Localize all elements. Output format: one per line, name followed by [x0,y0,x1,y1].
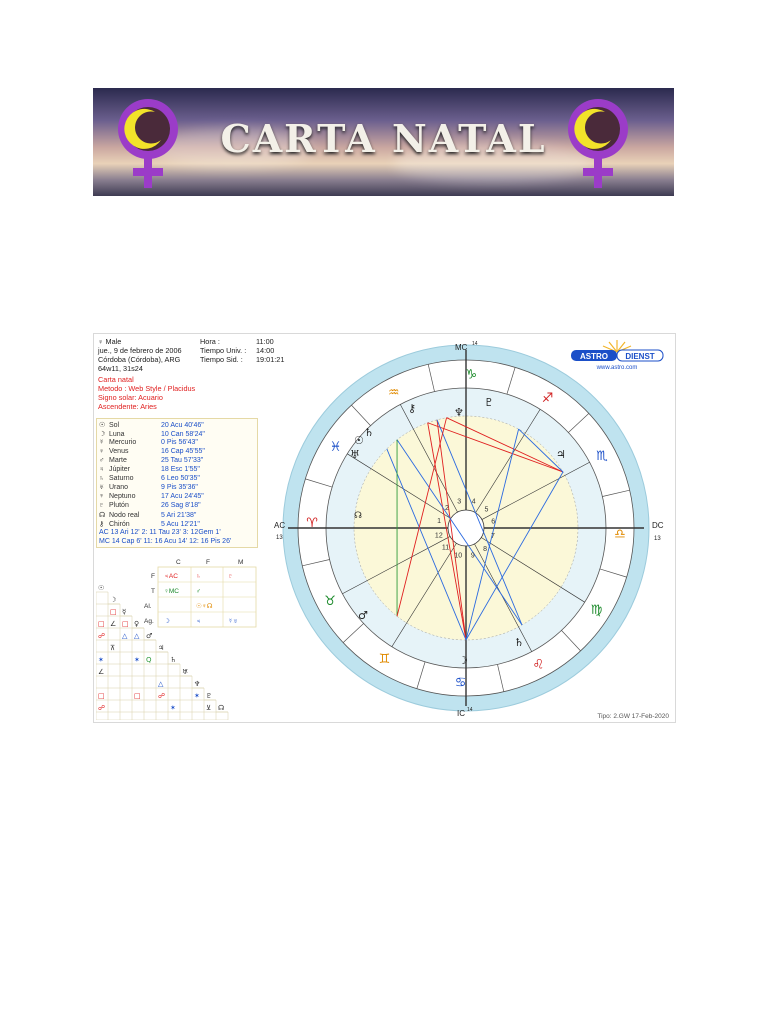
node-icon: ☊ [99,512,106,519]
element-cell: ♄ [196,573,201,580]
logo-text-right: DIENST [625,352,655,361]
semisextile-aspect-icon: ⊻ [206,704,212,712]
node-icon: ☊ [218,704,225,712]
element-row-label: Ag. [144,618,154,625]
planet-name: Marte [109,457,127,464]
person-name: Male [105,337,122,346]
chart-footer: Tipo: 2.GW 17-Feb-2020 [597,713,669,720]
node-icon: ☊ [354,511,362,521]
dc-degree: 13 [654,536,661,542]
semisquare-aspect-icon: ∠ [98,668,105,676]
element-cell: ♂ [196,588,201,595]
element-row-label: T [151,588,155,595]
astrodienst-logo [569,338,665,372]
planet-position: 0 Pis 56'43" [161,439,198,446]
planet-name: Neptuno [109,493,136,500]
sun-icon: ☉ [99,422,106,429]
planet-name: Venus [109,448,129,455]
planet-row [99,475,200,484]
square-aspect-icon: □ [110,608,117,616]
venus-icon: ♀ [99,448,105,455]
leo-sign-icon: ♌ [532,657,545,673]
element-cell: ☿♅ [228,618,238,625]
jupiter-icon: ♃ [99,466,105,473]
planet-row [99,520,200,529]
planet-position: 17 Acu 24'45" [161,493,204,500]
sagittarius-sign-icon: ♐ [541,390,554,406]
natal-chart [93,333,676,723]
trine-aspect-icon: △ [122,632,128,640]
house-number: 5 [484,506,489,514]
house-number: 6 [491,518,496,526]
sextile-aspect-icon: ✶ [170,704,176,712]
taurus-sign-icon: ♉ [324,593,336,609]
house-number: 10 [454,552,463,560]
trine-aspect-icon: △ [158,680,164,688]
sun-sign: Signo solar: Acuario [98,393,163,402]
mercury-icon: ☿ [99,439,105,446]
mc-label: MC [455,343,468,352]
opposition-aspect-icon: ☍ [98,704,106,712]
planet-position: 26 Sag 8'18" [161,502,201,509]
planet-name: Mercurio [109,439,137,446]
planet-position: 6 Leo 50'35" [161,475,200,482]
mars-icon: ♂ [358,609,368,622]
element-cell: ♀MC [164,588,179,595]
planet-name: Chirón [109,521,130,528]
planet-name: Plutón [109,502,129,509]
time-label-sid: Tiempo Sid. : [200,355,243,364]
coordinates: 64w11, 31s24 [98,364,143,373]
sun-icon: ☉ [354,434,364,447]
square-aspect-icon: □ [134,692,141,700]
jupiter-icon: ♃ [158,644,165,652]
mercury-icon: ☿ [122,608,127,616]
sextile-aspect-icon: ✶ [134,656,140,664]
element-cell: ♇ [228,573,233,580]
logo-url: www.astro.com [596,365,638,371]
time-value-sid: 19:01:21 [256,355,285,364]
saturn-icon: ♄ [364,426,374,439]
quincunx-aspect-icon: ⊼ [110,644,116,652]
pluto-icon: ♇ [484,396,494,409]
ac-degree: 13 [276,535,283,541]
planet-position: 10 Can 58'24" [161,431,205,438]
house-number: 12 [434,532,443,540]
mars-icon: ♂ [146,632,153,640]
sextile-aspect-icon: ✶ [194,692,200,700]
element-table [144,559,256,627]
cancer-sign-icon: ♋ [454,675,467,691]
ac-label: AC [274,521,286,530]
trine-aspect-icon: △ [134,632,140,640]
sun-icon: ☉ [98,584,105,592]
house-cusps-1 [99,529,221,538]
jupiter-icon: ♃ [556,448,566,461]
element-row-label: F [151,573,155,580]
planet-row [99,430,205,439]
planet-row [99,466,200,475]
aquarius-sign-icon: ♒ [387,385,400,401]
planet-row [99,439,198,448]
planet-name: Júpiter [109,466,131,473]
ascendant: Ascendente: Aries [98,402,157,411]
planet-row [99,502,201,511]
square-aspect-icon: □ [122,620,129,628]
banner [93,88,674,196]
logo-text-left: ASTRO [580,352,608,361]
opposition-aspect-icon: ☍ [98,632,106,640]
square-aspect-icon: □ [98,692,105,700]
sextile-aspect-icon: ✶ [98,656,104,664]
banner-title: CARTA NATAL [220,116,547,161]
time-value-univ: 14:00 [256,346,275,355]
element-row-label: Al. [144,603,152,610]
house-number: 9 [470,552,475,560]
pluto-icon: ♇ [99,502,105,509]
moon-icon: ☽ [110,596,117,604]
house-number: 4 [471,498,476,506]
libra-sign-icon: ♎ [614,526,626,542]
planet-position: 25 Tau 57'33" [161,457,204,464]
planet-position: 18 Esc 1'55" [161,466,200,473]
uranus-icon: ♅ [350,448,360,461]
chiron-icon: ⚷ [99,521,105,528]
venus-icon: ♀ [134,620,140,628]
planet-name: Saturno [109,475,134,482]
house-number: 11 [441,544,450,552]
virgo-sign-icon: ♍ [590,603,603,619]
planet-name: Nodo real [109,512,140,519]
chart-method: Metodo : Web Style / Placidus [98,384,196,393]
pluto-icon: ♇ [206,692,213,700]
chiron-icon: ⚷ [408,402,417,415]
birth-place: Córdoba (Córdoba), ARG [98,355,181,364]
moon-icon: ☽ [458,654,468,667]
planet-name: Luna [109,431,125,438]
element-header-f: F [206,559,210,566]
element-cell: ♃AC [164,573,178,580]
planet-row [99,484,198,493]
pisces-sign-icon: ♓ [329,439,342,455]
mc-degree: 14 [472,341,478,347]
uranus-icon: ♅ [99,484,105,491]
house-number: 2 [444,505,449,513]
planet-name: Sol [109,422,120,429]
planet-position: 5 Ari 21'38" [161,512,197,519]
element-header-m: M [238,559,244,566]
moon-emblem-right [563,94,633,192]
planet-row [99,448,205,457]
planet-position: 16 Cap 45'55" [161,448,205,455]
time-label-hora: Hora : [200,337,220,346]
square-aspect-icon: □ [98,620,105,628]
birth-date: jue., 9 de febrero de 2006 [98,346,182,355]
house-number: 8 [483,545,488,553]
person-line: ♀ Male [98,337,122,346]
mars-icon: ♂ [99,457,105,464]
semisquare-aspect-icon: ∠ [110,620,117,628]
center-circle [448,510,484,546]
gemini-sign-icon: ♊ [378,652,391,668]
house-number: 1 [437,517,442,525]
planet-row [99,457,203,466]
dc-label: DC [652,521,664,530]
planet-position: 20 Acu 40'46" [161,422,204,429]
house-cusps-text-2: MC 14 Cap 6' 11: 16 Acu 14' 12: 16 Pis 26' [99,538,232,545]
aries-sign-icon: ♈ [306,516,318,532]
element-header-c: C [176,559,181,566]
opposition-aspect-icon: ☍ [158,692,166,700]
planet-position: 9 Pis 35'36" [161,484,198,491]
element-cell: ☽ [164,618,170,625]
planet-name: Urano [109,484,129,491]
time-label-univ: Tiempo Univ. : [200,346,247,355]
element-cell: ☉♆☊ [196,603,213,610]
element-cell: ♃ [196,618,201,625]
house-cusps-text-1: AC 13 Ari 12' 2: 11 Tau 23' 3: 12Gem 1' [99,529,221,536]
planet-row [99,511,196,520]
saturn-icon: ♄ [99,475,105,482]
time-value-hora: 11:00 [256,337,274,346]
scorpio-sign-icon: ♏ [596,449,608,465]
house-number: 7 [490,533,495,541]
neptune-icon: ♆ [454,406,464,419]
planet-row [99,493,204,502]
quintile-aspect-icon: Q [146,656,152,664]
neptune-icon: ♆ [99,493,105,500]
moon-icon: ☽ [99,431,106,438]
uranus-icon: ♅ [182,668,189,676]
planet-row [99,421,204,430]
planet-table [96,418,258,548]
saturn-icon: ♄ [514,636,524,649]
house-cusps-2 [99,538,231,547]
saturn-icon: ♄ [170,656,177,664]
neptune-icon: ♆ [194,680,201,688]
chart-wheel [274,334,664,722]
ic-label: IC [457,709,465,718]
planet-position: 5 Acu 12'21" [161,521,200,528]
chart-type: Carta natal [98,375,134,384]
ic-degree: 14 [467,707,473,713]
capricorn-sign-icon: ♑ [465,367,478,383]
house-number: 3 [457,498,462,506]
